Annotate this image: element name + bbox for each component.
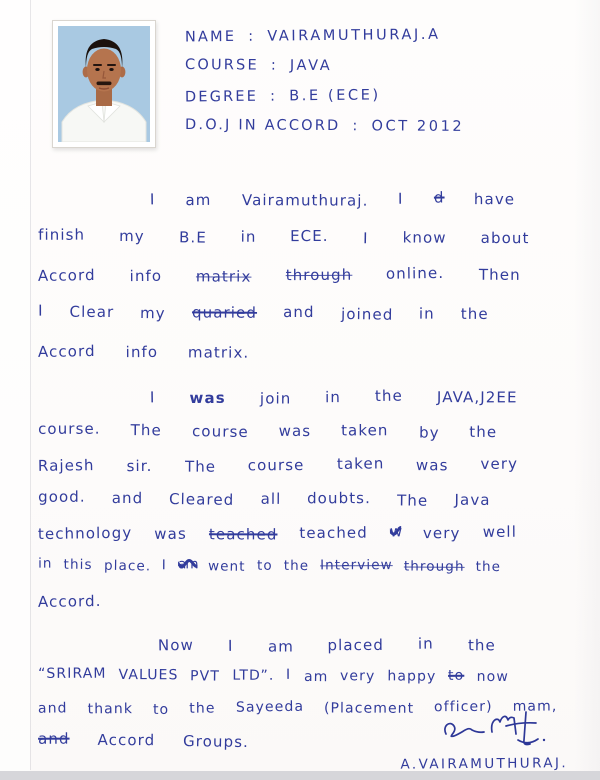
field-value: B.E (ECE) (289, 87, 381, 105)
handwritten-line (38, 590, 572, 627)
scan-edge-highlight (0, 0, 30, 780)
word: Accord (37, 266, 96, 285)
handwritten-line (38, 421, 572, 458)
letter-body (38, 190, 572, 772)
word: course (247, 456, 305, 475)
word: to (256, 557, 273, 574)
word: am (177, 556, 198, 573)
word: I (362, 229, 369, 248)
field-value: VAIRAMUTHURAJ.A (267, 26, 441, 45)
word: by (418, 423, 440, 442)
word: in (325, 388, 342, 407)
word: this (63, 556, 93, 573)
word: thank (87, 701, 134, 718)
word: to (152, 701, 170, 718)
word: joined (340, 304, 394, 324)
word: taken (341, 421, 389, 440)
paragraph (38, 190, 572, 380)
handwritten-line (150, 189, 572, 230)
word: PVT (190, 668, 221, 685)
word: and (37, 700, 68, 717)
scan-bottom-strip (0, 771, 600, 780)
word: I (149, 190, 156, 209)
word: in (418, 304, 435, 323)
word: the (189, 700, 216, 717)
word: “SRIRAM (38, 665, 107, 682)
word: know (402, 228, 447, 247)
word: Then (478, 265, 521, 284)
handwritten-line (38, 227, 572, 268)
scan-edge-shade (574, 0, 600, 771)
field-separator: : (270, 88, 278, 105)
word: online. (386, 263, 445, 283)
word: placed (327, 635, 385, 655)
word: about (480, 228, 530, 248)
word: teached (299, 523, 368, 543)
word: LTD”. (232, 667, 275, 684)
field-value: JAVA (289, 57, 333, 75)
word: The (130, 421, 162, 440)
word: Sayeeda (235, 698, 304, 716)
handwritten-line (150, 387, 572, 424)
signature-name: A.VAIRAMUTHURAJ. (400, 755, 569, 773)
word: Vairamuthuraj. (241, 191, 369, 210)
word: I (227, 636, 234, 655)
word: very (340, 668, 376, 685)
word: sir. (126, 456, 153, 476)
word: I (38, 301, 44, 320)
word: my (140, 304, 167, 323)
word: info (129, 266, 163, 286)
word: course. (38, 419, 101, 438)
word: VALUES (118, 667, 179, 684)
word: the (475, 558, 502, 576)
handwritten-line (38, 489, 572, 526)
word: Groups. (183, 732, 250, 752)
word: well (482, 522, 517, 541)
word: The (184, 457, 216, 476)
word: the (469, 422, 498, 442)
field-label: DEGREE (184, 88, 259, 106)
field-label: COURSE (184, 57, 259, 74)
word: have (474, 190, 516, 209)
word: doubts. (307, 489, 372, 508)
word: happy (387, 668, 437, 685)
word: technology (37, 523, 133, 544)
field-separator: : (270, 57, 278, 74)
word: was (189, 388, 226, 408)
handwritten-line (158, 635, 572, 670)
field-separator: : (352, 118, 360, 135)
word: finish (38, 225, 86, 244)
field-value: OCT 2012 (371, 118, 465, 135)
handwritten-line (38, 667, 572, 702)
handwritten-line (38, 454, 572, 491)
field-separator: : (248, 28, 256, 45)
header-fields (185, 28, 464, 148)
word: through (285, 265, 353, 285)
word: Interview (320, 557, 393, 574)
paragraph (38, 388, 572, 626)
word: in (417, 634, 434, 653)
word: was (415, 456, 449, 475)
word: Accord (97, 730, 156, 750)
word: now (476, 668, 509, 686)
word: officer) (433, 698, 493, 716)
word: I (161, 557, 167, 574)
handwritten-line (38, 303, 572, 344)
field-label: D.O.J IN ACCORD (184, 117, 341, 135)
word: Cleared (169, 489, 235, 509)
word: and (111, 488, 144, 508)
word: Rajesh (37, 456, 95, 475)
word: the (374, 386, 404, 406)
word: The (397, 491, 429, 510)
header-field (185, 87, 465, 120)
word: d (433, 188, 445, 207)
scan-edge-line (30, 0, 31, 770)
applicant-photo (52, 20, 156, 148)
word: am (303, 668, 329, 686)
word: course (191, 422, 249, 442)
word: through (403, 558, 465, 575)
word: in (240, 227, 257, 246)
handwritten-line (38, 340, 572, 381)
handwritten-line (38, 557, 572, 594)
word: my (119, 227, 145, 246)
word: info (125, 342, 159, 362)
handwritten-line (38, 264, 572, 305)
word: and (283, 302, 315, 322)
word: the (467, 636, 496, 655)
handwritten-line (38, 522, 572, 559)
header-field (185, 117, 464, 149)
word: was (278, 421, 312, 441)
word: mam, (512, 698, 558, 715)
word: the (460, 304, 489, 323)
word: quaried (191, 303, 258, 322)
portrait-photo-image (58, 26, 150, 142)
word: teached (208, 525, 278, 544)
signature-block (388, 706, 568, 772)
word: join (259, 389, 292, 408)
signature-scribble (438, 706, 558, 750)
word: taken (336, 454, 385, 474)
word: B.E (178, 228, 207, 247)
word: was (154, 524, 187, 543)
word: am (185, 190, 212, 210)
word: very (480, 454, 519, 473)
word: very (423, 524, 461, 543)
word: went (208, 558, 247, 575)
word: I (397, 189, 404, 208)
word: JAVA,J2EE (436, 388, 518, 407)
word: the (283, 557, 310, 575)
word: am (267, 637, 294, 656)
word: I (149, 388, 156, 407)
word: Accord (37, 342, 96, 361)
word: Clear (69, 302, 115, 322)
word: to (448, 667, 465, 684)
word: in (38, 555, 53, 572)
word: matrix (196, 267, 252, 286)
word: good. (38, 487, 86, 506)
field-label: NAME (184, 28, 237, 46)
word: w (389, 522, 402, 541)
header-field (185, 27, 465, 60)
word: Accord. (37, 591, 102, 611)
word: I (286, 666, 292, 683)
word: (Placement (323, 700, 415, 717)
word: Now (157, 635, 195, 655)
word: all (260, 489, 282, 508)
word: and (38, 729, 70, 748)
word: place. (103, 557, 151, 575)
word: ECE. (290, 226, 330, 246)
word: Java (454, 490, 491, 509)
word: matrix. (188, 343, 250, 362)
header-field (185, 57, 464, 89)
